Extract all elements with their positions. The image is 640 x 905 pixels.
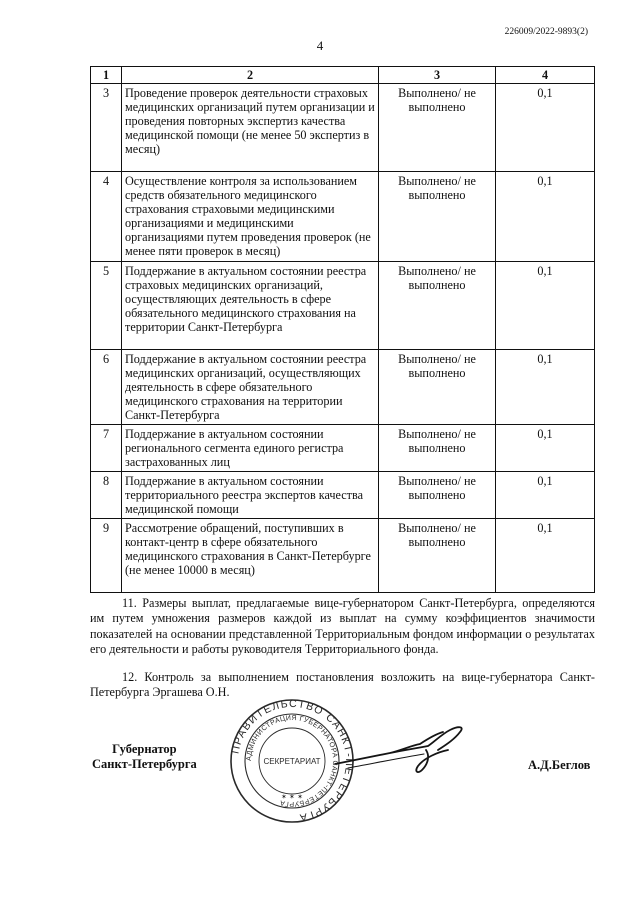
position-line-1: Губернатор: [112, 742, 177, 756]
row-number: 6: [91, 350, 122, 425]
table-row: [91, 262, 595, 350]
row-value: 0,1: [496, 350, 595, 425]
column-header: 3: [379, 67, 496, 84]
row-number: 7: [91, 425, 122, 472]
row-status: Выполнено/ не выполнено: [379, 519, 496, 593]
stamp-outer-text: ПРАВИТЕЛЬСТВО САНКТ-ПЕТЕРБУРГА: [229, 697, 356, 824]
paragraph-11: 11. Размеры выплат, предлагаемые вице-губернатором Санкт-Петербурга, определяются им путем умножения размеров каждой из выплат на сумму коэффициентов значимости показателей на основании представленной Территориальным фондом информации о результатах его деятельности и работы руководителя Территориального фонда.: [90, 596, 595, 657]
row-status: Выполнено/ не выполнено: [379, 472, 496, 519]
table-header-row: [91, 67, 595, 84]
stamp-center-text: СЕКРЕТАРИАТ: [263, 757, 321, 766]
stamp-stars-icon: ✶ ✶ ✶: [280, 793, 304, 801]
row-number: 8: [91, 472, 122, 519]
row-status: Выполнено/ не выполнено: [379, 262, 496, 350]
page-number: 4: [316, 38, 324, 53]
row-status: Выполнено/ не выполнено: [379, 350, 496, 425]
position-line-2: Санкт-Петербурга: [92, 757, 197, 771]
handwritten-signature: [330, 720, 480, 780]
row-value: 0,1: [496, 472, 595, 519]
row-text: Поддержание в актуальном состоянии регионального сегмента единого регистра застрахованных лиц: [122, 425, 379, 472]
row-number: 5: [91, 262, 122, 350]
column-header: 2: [122, 67, 379, 84]
row-value: 0,1: [496, 262, 595, 350]
row-value: 0,1: [496, 425, 595, 472]
signatory-name: А.Д.Беглов: [528, 758, 591, 772]
stamp-inner-text: АДМИНИСТРАЦИЯ ГУБЕРНАТОРА САНКТ-ПЕТЕРБУРГА: [245, 714, 339, 808]
row-value: 0,1: [496, 172, 595, 262]
row-text: Поддержание в актуальном состоянии реестра медицинских организаций, осуществляющих деятельность в сфере обязательного медицинского страхования на территории Санкт-Петербурга: [122, 350, 379, 425]
signatory-position: [92, 742, 197, 772]
row-number: 3: [91, 84, 122, 172]
table-row: [91, 350, 595, 425]
table-row: [91, 172, 595, 262]
row-status: Выполнено/ не выполнено: [379, 425, 496, 472]
row-value: 0,1: [496, 84, 595, 172]
column-header: 4: [496, 67, 595, 84]
indicators-table: [90, 66, 595, 593]
document-number: 226009/2022-9893(2): [504, 27, 588, 37]
row-text: Осуществление контроля за использованием средств обязательного медицинского страхования страховыми медицинскими организациями и медицинскими организациями путем проведения проверок (не менее пяти проверок в месяц): [122, 172, 379, 262]
table-row: [91, 519, 595, 593]
row-text: Поддержание в актуальном состоянии реестра страховых медицинских организаций, осуществляющих деятельность в сфере обязательного медицинского страхования на территории Санкт-Петербурга: [122, 262, 379, 350]
table-row: [91, 425, 595, 472]
row-number: 9: [91, 519, 122, 593]
row-status: Выполнено/ не выполнено: [379, 172, 496, 262]
row-text: Поддержание в актуальном состоянии территориального реестра экспертов качества медицинской помощи: [122, 472, 379, 519]
row-status: Выполнено/ не выполнено: [379, 84, 496, 172]
table-row: [91, 84, 595, 172]
column-header: 1: [91, 67, 122, 84]
row-number: 4: [91, 172, 122, 262]
row-text: Проведение проверок деятельности страховых медицинских организаций путем организации и проведения повторных экспертиз качества медицинской помощи (не менее 50 экспертиз в месяц): [122, 84, 379, 172]
row-text: Рассмотрение обращений, поступивших в контакт-центр в сфере обязательного медицинского страхования в Санкт-Петербурге (не менее 10000 в месяц): [122, 519, 379, 593]
row-value: 0,1: [496, 519, 595, 593]
paragraph-12: 12. Контроль за выполнением постановления возложить на вице-губернатора Санкт-Петербурга Эргашева О.Н.: [90, 670, 595, 700]
table-row: [91, 472, 595, 519]
